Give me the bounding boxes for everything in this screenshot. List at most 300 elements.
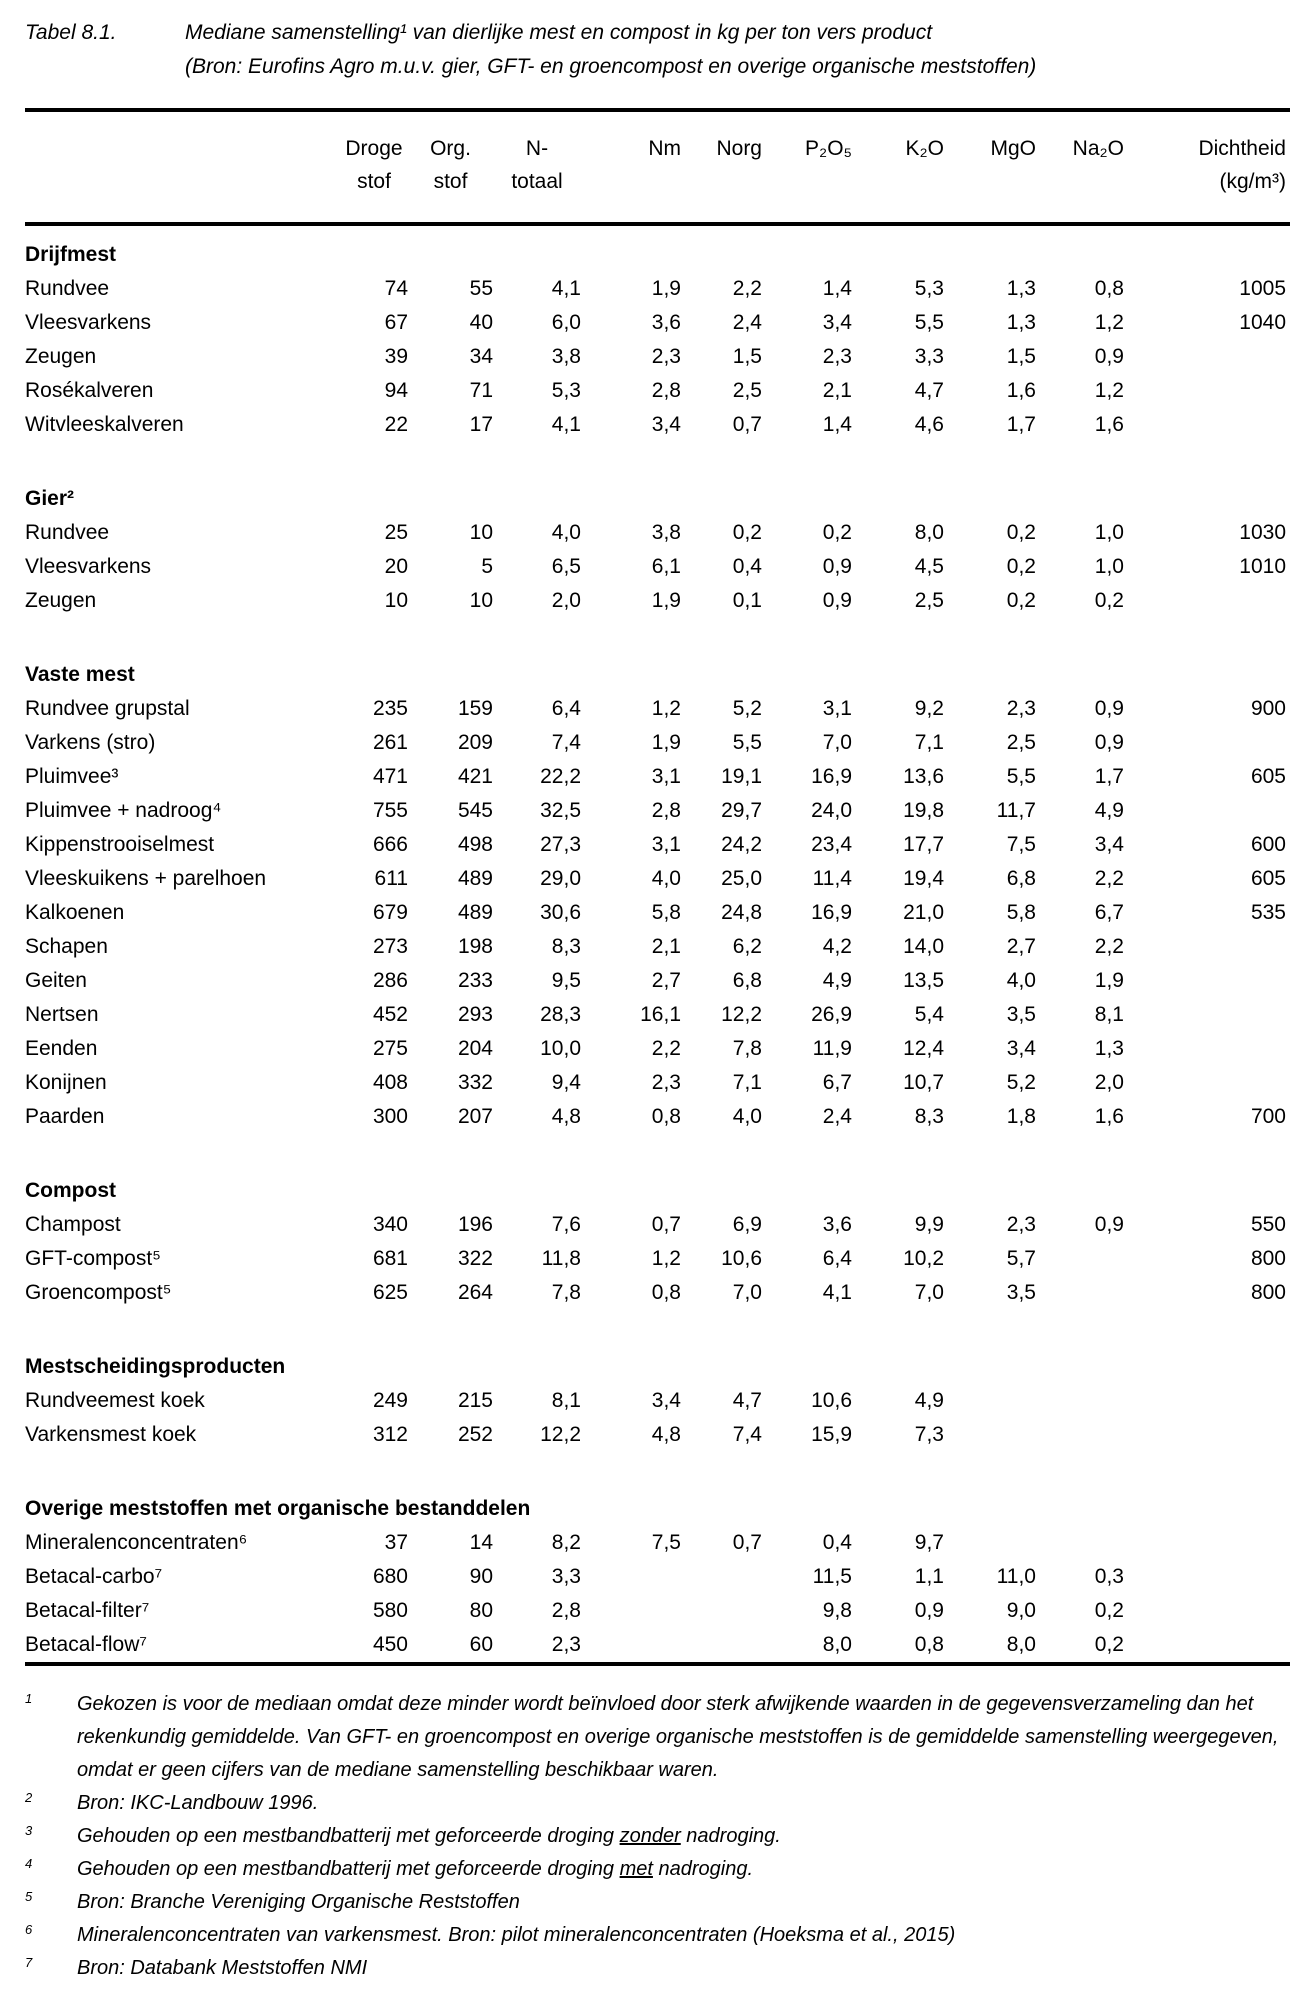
cell-k2o: 4,6 [914,413,944,436]
table-caption-line1: Mediane samenstelling¹ van dierlijke mest en compost in kg per ton vers product [185,21,933,44]
cell-na2o [1036,1276,1124,1310]
cell-dichtheid: 800 [1250,1281,1286,1304]
cell-p2o5: 4,9 [822,969,852,992]
section-header-label: Overige meststoffen met organische bestanddelen [25,1497,531,1520]
section-header-row [25,238,1290,272]
cell-dichtheid [1124,1066,1290,1100]
footnote-text-segment: nadroging. [680,1825,781,1847]
cell-k2o: 21,0 [903,901,944,924]
footnote-marker: 4 [25,1856,33,1871]
row-label: Paarden [25,1105,105,1128]
cell-na2o: 1,2 [1094,379,1124,402]
cell-p2o5: 11,5 [812,1565,852,1588]
cell-n-totaal: 2,0 [551,589,581,612]
cell-dichtheid: 800 [1250,1247,1286,1270]
table-row [25,692,1290,726]
cell-na2o: 1,9 [1094,969,1124,992]
cell-nm: 2,8 [651,379,681,402]
table-row [25,1418,1290,1452]
spacer-cell [25,442,1290,482]
cell-p2o5: 26,9 [811,1003,852,1026]
cell-norg: 19,1 [721,765,762,788]
cell-n-totaal: 7,6 [551,1213,581,1236]
cell-norg: 0,1 [732,589,762,612]
cell-org-stof: 5 [481,555,493,578]
footnote [25,1919,1290,1952]
table-row [25,964,1290,998]
cell-mgo: 5,2 [1006,1071,1036,1094]
cell-k2o: 9,9 [914,1213,944,1236]
cell-mgo: 5,5 [1006,765,1036,788]
cell-n-totaal: 7,8 [551,1281,581,1304]
cell-k2o: 0,8 [914,1633,944,1656]
cell-norg: 24,8 [721,901,762,924]
cell-org-stof: 55 [469,277,493,300]
cell-nm: 4,0 [651,867,681,890]
column-header-droge-stof-line2: stof [357,170,391,193]
cell-mgo: 1,3 [1006,311,1036,334]
cell-droge-stof: 611 [374,867,408,890]
section-spacer [25,1310,1290,1350]
cell-k2o: 7,1 [914,731,944,754]
cell-droge-stof: 10 [384,589,408,612]
row-label: Eenden [25,1037,98,1060]
cell-mgo: 0,2 [1006,589,1036,612]
cell-org-stof: 264 [457,1281,493,1304]
cell-dichtheid: 605 [1250,765,1286,788]
cell-nm: 2,8 [651,799,681,822]
cell-p2o5: 4,1 [822,1281,852,1304]
table-caption-line2: (Bron: Eurofins Agro m.u.v. gier, GFT- en groencompost en overige organische meststoffen) [185,55,1037,78]
cell-org-stof: 10 [469,521,493,544]
cell-droge-stof: 261 [372,731,408,754]
cell-droge-stof: 20 [384,555,408,578]
cell-org-stof: 159 [457,697,493,720]
cell-mgo: 8,0 [1006,1633,1036,1656]
cell-mgo: 11,7 [996,799,1036,822]
cell-norg: 7,8 [732,1037,762,1060]
cell-nm: 0,7 [651,1213,681,1236]
row-label: Varkensmest koek [25,1423,197,1446]
cell-org-stof: 545 [457,799,493,822]
cell-n-totaal: 27,3 [540,833,581,856]
cell-droge-stof: 22 [384,413,408,436]
section-spacer [25,1452,1290,1492]
table-header [25,112,1290,224]
cell-org-stof: 40 [469,311,493,334]
footnote-marker: 1 [25,1691,33,1706]
cell-norg: 24,2 [721,833,762,856]
cell-k2o: 13,6 [903,765,944,788]
cell-norg: 0,7 [732,413,762,436]
cell-na2o: 4,9 [1094,799,1124,822]
table-row [25,1560,1290,1594]
table-row [25,306,1290,340]
cell-k2o: 13,5 [903,969,944,992]
cell-p2o5: 0,4 [822,1531,852,1554]
cell-na2o: 0,3 [1094,1565,1124,1588]
column-header-nm [581,112,681,224]
row-label: Geiten [25,969,87,992]
cell-nm: 1,2 [651,697,681,720]
cell-k2o: 19,8 [903,799,944,822]
cell-dichtheid [1124,584,1290,618]
table-row [25,1628,1290,1664]
cell-k2o: 4,7 [914,379,944,402]
cell-p2o5: 0,9 [822,589,852,612]
section-spacer [25,442,1290,482]
cell-k2o: 7,3 [914,1423,944,1446]
cell-n-totaal: 7,4 [551,731,581,754]
cell-droge-stof: 471 [372,765,408,788]
footnote-text-segment: Bron: IKC-Landbouw 1996. [77,1792,319,1814]
cell-mgo: 1,6 [1006,379,1036,402]
cell-droge-stof: 286 [372,969,408,992]
cell-p2o5: 7,0 [822,731,852,754]
cell-norg: 25,0 [721,867,762,890]
table-row [25,998,1290,1032]
cell-na2o: 0,8 [1094,277,1124,300]
cell-dichtheid [1124,964,1290,998]
cell-p2o5: 2,4 [822,1105,852,1128]
row-label: Zeugen [25,589,97,612]
cell-dichtheid [1124,340,1290,374]
cell-nm: 1,9 [651,731,681,754]
cell-p2o5: 8,0 [822,1633,852,1656]
cell-org-stof: 215 [457,1389,493,1412]
table-row [25,1594,1290,1628]
cell-dichtheid [1124,1560,1290,1594]
cell-norg: 5,2 [732,697,762,720]
cell-p2o5: 3,6 [822,1213,852,1236]
column-header-p2o5-line1: P₂O₅ [805,137,852,160]
cell-na2o: 0,9 [1094,345,1124,368]
cell-dichtheid: 1040 [1239,311,1286,334]
cell-nm: 7,5 [651,1531,681,1554]
cell-droge-stof: 312 [372,1423,408,1446]
cell-p2o5: 16,9 [811,901,852,924]
cell-mgo: 2,5 [1006,731,1036,754]
row-label: Kippenstrooiselmest [25,833,215,856]
cell-n-totaal: 4,8 [551,1105,581,1128]
cell-norg: 5,5 [732,731,762,754]
cell-nm: 5,8 [651,901,681,924]
cell-na2o: 0,2 [1094,1633,1124,1656]
section-header-row [25,482,1290,516]
table-caption [25,16,1290,84]
cell-k2o: 4,9 [914,1389,944,1412]
cell-org-stof: 421 [457,765,493,788]
cell-nm: 2,7 [651,969,681,992]
cell-na2o: 2,0 [1094,1071,1124,1094]
cell-na2o [1036,1384,1124,1418]
footnote-text [77,1886,1290,1919]
cell-nm [581,1594,681,1628]
table-row [25,896,1290,930]
table-row [25,828,1290,862]
cell-org-stof: 489 [457,901,493,924]
cell-na2o: 1,2 [1094,311,1124,334]
cell-k2o: 9,2 [914,697,944,720]
cell-mgo [944,1526,1036,1560]
column-header-n-totaal-line2: totaal [511,170,563,193]
column-header-na2o-line1: Na₂O [1072,137,1124,160]
row-label: Pluimvee + nadroog⁴ [25,799,222,822]
footnote-marker: 6 [25,1922,33,1937]
cell-k2o: 4,5 [914,555,944,578]
cell-dichtheid [1124,930,1290,964]
column-header-n-totaal [493,112,581,224]
cell-org-stof: 252 [457,1423,493,1446]
cell-k2o: 3,3 [914,345,944,368]
cell-nm: 0,8 [651,1105,681,1128]
cell-k2o: 10,2 [903,1247,944,1270]
row-label: Rundveemest koek [25,1389,205,1412]
cell-nm: 2,1 [651,935,681,958]
cell-dichtheid [1124,794,1290,828]
cell-n-totaal: 11,8 [541,1247,581,1270]
cell-norg: 0,7 [732,1531,762,1554]
cell-norg: 6,2 [732,935,762,958]
cell-k2o: 14,0 [903,935,944,958]
cell-droge-stof: 450 [372,1633,408,1656]
row-label: Vleesvarkens [25,311,152,334]
cell-k2o: 10,7 [903,1071,944,1094]
cell-droge-stof: 25 [384,521,408,544]
cell-n-totaal: 28,3 [540,1003,581,1026]
column-header-dichtheid-line2: (kg/m³) [1219,170,1286,193]
footnote-text [77,1853,1290,1886]
cell-na2o [1036,1418,1124,1452]
spacer-cell [25,1310,1290,1350]
row-label: Pluimvee³ [25,765,119,788]
cell-nm: 2,2 [651,1037,681,1060]
cell-mgo: 0,2 [1006,521,1036,544]
cell-dichtheid: 900 [1250,697,1286,720]
cell-p2o5: 1,4 [822,413,852,436]
cell-k2o: 9,7 [914,1531,944,1554]
cell-norg: 2,4 [732,311,762,334]
cell-droge-stof: 37 [384,1531,408,1554]
cell-mgo: 4,0 [1006,969,1036,992]
table-row [25,930,1290,964]
cell-p2o5: 23,4 [811,833,852,856]
column-header-k2o [852,112,944,224]
row-label: Champost [25,1213,121,1236]
section-header-label: Drijfmest [25,243,117,266]
table-header-row [25,112,1290,224]
row-label: Zeugen [25,345,97,368]
footnote-marker: 5 [25,1889,33,1904]
cell-k2o: 5,4 [914,1003,944,1026]
cell-k2o: 12,4 [903,1037,944,1060]
footnote-text-segment: Gehouden op een mestbandbatterij met geforceerde droging [77,1825,620,1847]
column-header-org-stof [408,112,493,224]
cell-droge-stof: 249 [372,1389,408,1412]
cell-norg [681,1560,762,1594]
cell-norg: 0,4 [732,555,762,578]
cell-k2o: 5,5 [914,311,944,334]
cell-nm: 16,1 [640,1003,681,1026]
cell-dichtheid [1124,726,1290,760]
cell-nm: 3,1 [651,833,681,856]
cell-mgo: 1,8 [1006,1105,1036,1128]
table-row [25,1242,1290,1276]
cell-na2o: 6,7 [1094,901,1124,924]
cell-dichtheid [1124,1384,1290,1418]
cell-mgo: 2,3 [1006,697,1036,720]
cell-p2o5: 1,4 [822,277,852,300]
cell-norg: 29,7 [721,799,762,822]
cell-n-totaal: 9,4 [551,1071,581,1094]
cell-org-stof: 293 [457,1003,493,1026]
cell-norg: 4,7 [732,1389,762,1412]
cell-nm: 2,3 [651,1071,681,1094]
cell-droge-stof: 452 [372,1003,408,1026]
footnote-text [77,1688,1290,1787]
column-header-dichtheid-line1: Dichtheid [1198,137,1286,160]
cell-n-totaal: 3,3 [551,1565,581,1588]
section-header-label: Vaste mest [25,663,135,686]
row-label: Vleesvarkens [25,555,152,578]
cell-p2o5: 3,4 [822,311,852,334]
column-header-droge-stof [340,112,408,224]
section-header-row [25,1174,1290,1208]
cell-dichtheid: 1030 [1239,521,1286,544]
spacer-cell [25,1134,1290,1174]
cell-p2o5: 11,4 [812,867,852,890]
table-row [25,374,1290,408]
table-row [25,1066,1290,1100]
cell-droge-stof: 681 [372,1247,408,1270]
cell-p2o5: 9,8 [822,1599,852,1622]
cell-org-stof: 198 [457,935,493,958]
cell-dichtheid: 700 [1250,1105,1286,1128]
cell-mgo: 5,7 [1006,1247,1036,1270]
footnote-text-segment: Gekozen is voor de mediaan omdat deze minder wordt beïnvloed door sterk afwijkende waarden in de gegevensverzameling dan het rekenkundig gemiddelde. Van GFT- en groencompost en overige organische meststoffen is de gemiddelde samenstelling weergegeven, omdat er geen cijfers van de mediane samenstelling beschikbaar waren. [77,1693,1279,1781]
column-header-k2o-line1: K₂O [905,137,944,160]
cell-norg: 7,4 [732,1423,762,1446]
footnote [25,1787,1290,1820]
row-label: Rundvee grupstal [25,697,190,720]
section-header-row [25,1492,1290,1526]
cell-norg: 1,5 [732,345,762,368]
cell-nm [581,1560,681,1594]
cell-na2o: 1,6 [1094,413,1124,436]
section-spacer [25,224,1290,238]
cell-n-totaal: 9,5 [551,969,581,992]
cell-na2o: 1,0 [1094,555,1124,578]
cell-n-totaal: 4,1 [551,413,581,436]
cell-norg [681,1594,762,1628]
cell-nm: 6,1 [651,555,681,578]
table-row [25,1100,1290,1134]
cell-norg: 2,5 [732,379,762,402]
cell-n-totaal: 8,3 [551,935,581,958]
cell-org-stof: 14 [469,1531,493,1554]
row-label: Rosékalveren [25,379,154,402]
footnote-underlined-word: zonder [619,1825,681,1847]
cell-droge-stof: 666 [372,833,408,856]
cell-dichtheid [1124,1594,1290,1628]
cell-n-totaal: 22,2 [540,765,581,788]
spacer-cell [25,1452,1290,1492]
column-header-dichtheid [1124,112,1290,224]
cell-nm: 3,4 [651,413,681,436]
cell-n-totaal: 6,4 [551,697,581,720]
section-header-label: Mestscheidingsproducten [25,1355,286,1378]
cell-na2o [1036,1242,1124,1276]
column-header-norg-line1: Norg [716,137,762,160]
cell-na2o: 0,2 [1094,1599,1124,1622]
cell-na2o: 1,3 [1094,1037,1124,1060]
cell-dichtheid [1124,1418,1290,1452]
cell-p2o5: 6,7 [822,1071,852,1094]
table-row [25,516,1290,550]
cell-nm [581,1628,681,1664]
cell-mgo: 2,7 [1006,935,1036,958]
row-label: GFT-compost⁵ [25,1247,161,1270]
cell-org-stof: 498 [457,833,493,856]
cell-mgo: 1,3 [1006,277,1036,300]
cell-n-totaal: 8,2 [551,1531,581,1554]
table-row [25,760,1290,794]
cell-mgo: 3,5 [1006,1003,1036,1026]
cell-mgo: 0,2 [1006,555,1036,578]
cell-k2o: 17,7 [903,833,944,856]
row-label: Betacal-carbo⁷ [25,1565,163,1588]
table-row [25,726,1290,760]
cell-k2o: 19,4 [903,867,944,890]
column-header-nm-line1: Nm [648,137,681,160]
cell-nm: 1,9 [651,589,681,612]
footnote [25,1886,1290,1919]
footnote [25,1688,1290,1787]
cell-na2o: 8,1 [1094,1003,1124,1026]
cell-dichtheid: 535 [1250,901,1286,924]
cell-norg: 6,9 [732,1213,762,1236]
cell-dichtheid: 550 [1250,1213,1286,1236]
cell-droge-stof: 94 [384,379,408,402]
cell-k2o: 5,3 [914,277,944,300]
cell-n-totaal: 10,0 [540,1037,581,1060]
cell-dichtheid [1124,374,1290,408]
cell-nm: 4,8 [651,1423,681,1446]
cell-norg [681,1628,762,1664]
cell-org-stof: 60 [469,1633,493,1656]
cell-droge-stof: 39 [384,345,408,368]
cell-org-stof: 71 [469,379,493,402]
row-label: Mineralenconcentraten⁶ [25,1531,248,1554]
cell-org-stof: 80 [469,1599,493,1622]
cell-droge-stof: 74 [384,277,408,300]
cell-k2o: 8,3 [914,1105,944,1128]
cell-norg: 6,8 [732,969,762,992]
table-row [25,1526,1290,1560]
table-row [25,862,1290,896]
footnote [25,1853,1290,1886]
cell-p2o5: 11,9 [812,1037,852,1060]
row-label: Schapen [25,935,108,958]
cell-p2o5: 3,1 [822,697,852,720]
cell-na2o: 0,9 [1094,697,1124,720]
cell-p2o5: 15,9 [811,1423,852,1446]
spacer-cell [25,618,1290,658]
cell-org-stof: 332 [457,1071,493,1094]
cell-n-totaal: 4,1 [551,277,581,300]
cell-mgo: 3,5 [1006,1281,1036,1304]
column-header-mgo [944,112,1036,224]
